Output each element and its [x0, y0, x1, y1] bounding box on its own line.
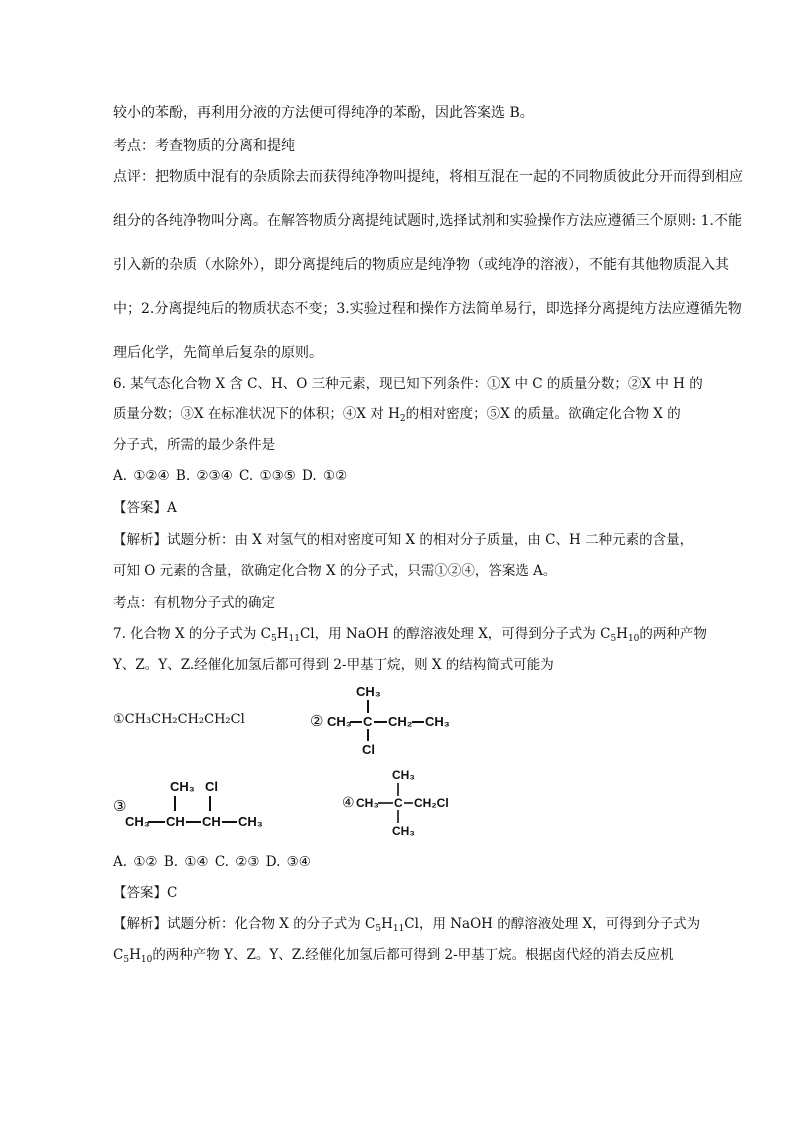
structure-3: [113, 775, 278, 835]
structure-4-label: ④: [342, 794, 355, 810]
question-6-options: A. ①②④ B. ②③④ C. ①③⑤ D. ①②: [113, 468, 348, 484]
text-line-dianping-4: 中；2.分离提纯后的物质状态不变；3.实验过程和操作方法简单易行，即选择分离提纯方法应遵循先物: [113, 301, 742, 317]
explanation-6-line-2: 可知 O 元素的含量，欲确定化合物 X 的分子式，只需①②④，答案选 A。: [113, 563, 557, 579]
explanation-6-line-1: 【解析】试题分析：由 X 对氢气的相对密度可知 X 的相对分子质量，由 C、H 二种元素的含量，: [113, 532, 694, 548]
s2-left-ch3: CH₃: [327, 714, 352, 729]
e7b-t2: H: [129, 947, 141, 963]
s3-ch3-b: CH₃: [238, 814, 263, 829]
s2-center-c: C: [363, 714, 373, 729]
q6-subscript: 2: [399, 414, 406, 424]
text-line-dianping-3: 引入新的杂质（水除外），即分离提纯后的物质应是纯净物（或纯净的溶液），不能有其他物质混入其: [113, 257, 729, 273]
s4-left-ch3: CH₃: [356, 796, 379, 810]
s4-bottom-ch3: CH₃: [392, 824, 415, 837]
question-6-line-3: 分子式，所需的最少条件是: [113, 437, 275, 453]
s2-top-ch3: CH₃: [356, 684, 381, 699]
e7-t1: 【解析】试题分析：化合物 X 的分子式为 C: [113, 916, 376, 932]
question-6-line-1: 6. 某气态化合物 X 含 C、H、O 三种元素，现已知下列条件：①X 中 C 的质量分数；②X 中 H 的: [113, 376, 703, 392]
e7b-t1: C: [113, 947, 124, 963]
q7-s1: 5: [271, 634, 277, 644]
text-line-1: 较小的苯酚，再利用分液的方法便可得纯净的苯酚，因此答案选 B。: [113, 105, 534, 121]
text-line-kaodian-1: 考点：考查物质的分离和提纯: [113, 138, 295, 154]
e7b-t3: 的两种产物 Y、Z。Y、Z.经催化加氢后都可得到 2-甲基丁烷。根据卤代烃的消去反应机: [152, 947, 674, 963]
s2-right-ch3: CH₃: [425, 714, 450, 729]
answer-7: 【答案】C: [113, 885, 178, 901]
explanation-7-line-1: [113, 915, 700, 938]
kaodian-6: 考点：有机物分子式的确定: [113, 595, 275, 611]
q7-t2: H: [276, 626, 289, 642]
s3-ch3-a: CH₃: [125, 814, 150, 829]
e7b-s1: 5: [123, 955, 130, 965]
q7-s4: 10: [627, 634, 640, 644]
e7-s2: 11: [392, 924, 405, 934]
s2-cl: Cl: [362, 742, 375, 756]
q6-text-b: 的相对密度；⑤X 的质量。欲确定化合物 X 的: [405, 406, 681, 422]
e7-s1: 5: [375, 924, 382, 934]
structure-2-label: ②: [310, 713, 324, 730]
text-line-dianping-1: 点评：把物质中混有的杂质除去而获得纯净物叫提纯，将相互混在一起的不同物质彼此分开而得到相应: [113, 169, 743, 185]
e7b-s2: 10: [140, 955, 153, 965]
s3-ch-a: CH: [166, 814, 185, 829]
q7-t4: H: [616, 626, 628, 642]
explanation-7-line-2: [113, 946, 674, 969]
q7-s3: 5: [610, 634, 617, 644]
q7-t1: 7. 化合物 X 的分子式为 C: [113, 626, 271, 642]
q6-text-a: 质量分数；③X 在标准状况下的体积；④X 对 H: [113, 406, 400, 422]
question-7-line-1: [113, 625, 707, 648]
e7-t2: H: [381, 916, 393, 932]
structure-3-label: ③: [113, 798, 127, 815]
text-line-dianping-2: 组分的各纯净物叫分离。在解答物质分离提纯试题时,选择试剂和实验操作方法应遵循三个原则: 1.不能: [113, 213, 742, 229]
q7-t3: Cl，用 NaOH 的醇溶液处理 X，可得到分子式为 C: [299, 626, 611, 642]
question-6-line-2: [113, 405, 681, 428]
s3-ch-b: CH: [202, 814, 221, 829]
q7-t5: 的两种产物: [639, 626, 707, 642]
structure-4: [340, 765, 480, 837]
question-7-line-2: Y、Z。Y、Z.经催化加氢后都可得到 2-甲基丁烷，则 X 的结构简式可能为: [113, 657, 554, 673]
question-7-options: A. ①② B. ①④ C. ②③ D. ③④: [113, 854, 311, 870]
q7-s2: 11: [288, 634, 300, 644]
e7-t3: Cl，用 NaOH 的醇溶液处理 X，可得到分子式为: [404, 916, 701, 932]
s3-top-cl: Cl: [205, 779, 218, 794]
s3-top-ch3: CH₃: [170, 779, 195, 794]
structure-1: ①CH₃CH₂CH₂CH₂Cl: [113, 712, 245, 727]
structure-2: [310, 680, 460, 756]
text-line-dianping-5: 理后化学，先简单后复杂的原则。: [113, 345, 323, 361]
s4-top-ch3: CH₃: [392, 768, 415, 782]
s4-ch2cl: CH₂Cl: [414, 796, 449, 810]
s2-ch2: CH₂: [388, 714, 413, 729]
s4-center-c: C: [394, 796, 403, 810]
answer-6: 【答案】A: [113, 500, 177, 516]
